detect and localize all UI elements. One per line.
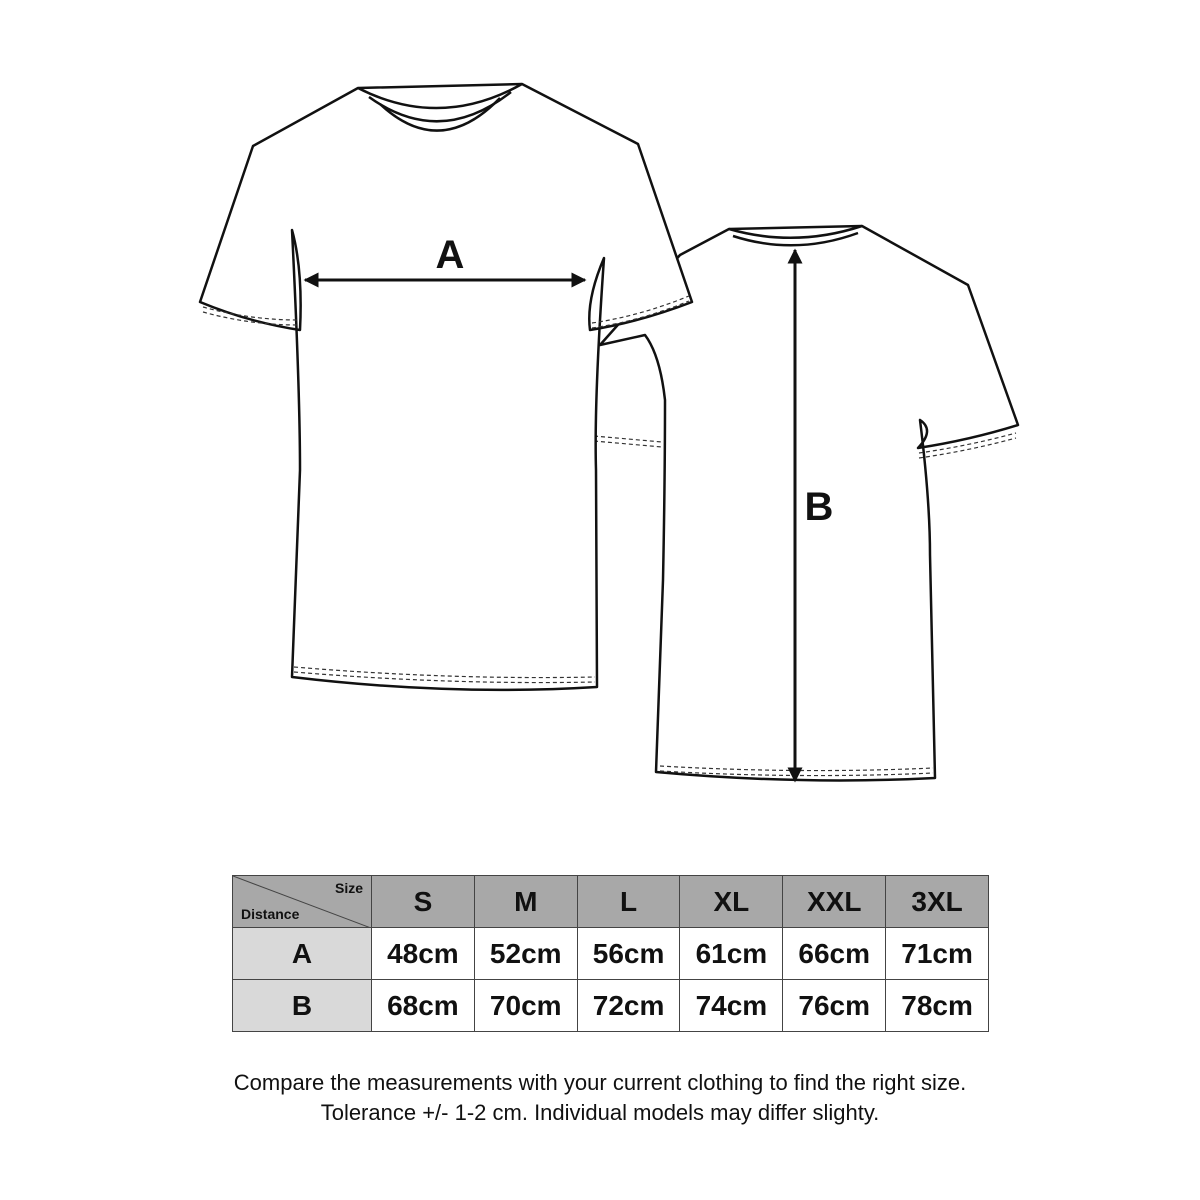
size-notes <box>0 1068 1200 1128</box>
cell-b-3xl: 78cm <box>886 980 989 1032</box>
size-header-m: M <box>474 876 577 928</box>
cell-b-m: 70cm <box>474 980 577 1032</box>
row-label-a: A <box>233 928 372 980</box>
cell-a-l: 56cm <box>577 928 680 980</box>
corner-distance-label: Distance <box>241 906 300 922</box>
size-header-s: S <box>372 876 475 928</box>
size-header-xxl: XXL <box>783 876 886 928</box>
corner-size-label: Size <box>334 880 363 896</box>
table-row-a <box>233 928 989 980</box>
notes-line-1: Compare the measurements with your current clothing to find the right size. <box>233 1070 967 1095</box>
cell-a-s: 48cm <box>372 928 475 980</box>
row-label-b: B <box>233 980 372 1032</box>
size-header-l: L <box>577 876 680 928</box>
measure-a-label: A <box>435 233 465 277</box>
size-chart-table <box>232 875 989 1032</box>
size-header-3xl: 3XL <box>886 876 989 928</box>
size-header-row <box>233 876 989 928</box>
cell-b-xl: 74cm <box>680 980 783 1032</box>
notes-line-2: Tolerance +/- 1-2 cm. Individual models may differ slighty. <box>320 1100 880 1125</box>
measure-b-label: B <box>804 485 834 529</box>
cell-b-xxl: 76cm <box>783 980 886 1032</box>
cell-a-3xl: 71cm <box>886 928 989 980</box>
table-corner-cell <box>233 876 372 928</box>
tshirt-front <box>200 84 692 690</box>
cell-a-m: 52cm <box>474 928 577 980</box>
cell-a-xl: 61cm <box>680 928 783 980</box>
cell-a-xxl: 66cm <box>783 928 886 980</box>
cell-b-s: 68cm <box>372 980 475 1032</box>
table-row-b <box>233 980 989 1032</box>
size-header-xl: XL <box>680 876 783 928</box>
cell-b-l: 72cm <box>577 980 680 1032</box>
